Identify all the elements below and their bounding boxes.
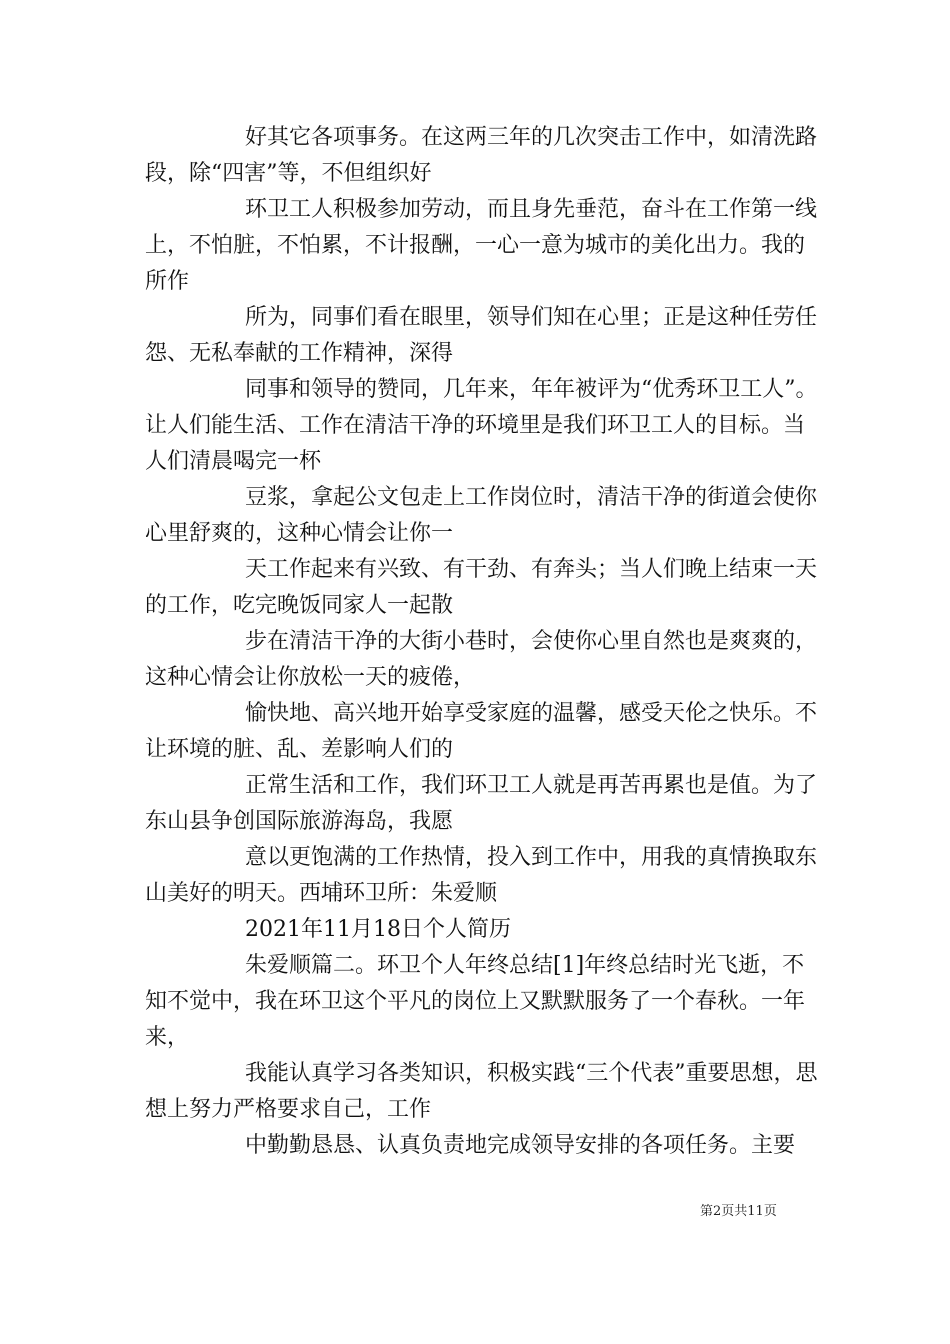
paragraph: 所为，同事们看在眼里，领导们知在心里；正是这种任劳任怨、无私奉献的工作精神，深得 <box>145 305 818 366</box>
body-text <box>145 120 825 1164</box>
paragraph: 豆浆，拿起公文包走上工作岗位时，清洁干净的街道会使你心里舒爽的，这种心情会让你一 <box>145 485 818 546</box>
paragraph: 中勤勤恳恳、认真负责地完成领导安排的各项任务。主要 <box>245 1133 796 1158</box>
paragraph: 愉快地、高兴地开始享受家庭的温馨，感受天伦之快乐。不让环境的脏、乱、差影响人们的 <box>145 701 818 762</box>
paragraph: 同事和领导的赞同，几年来，年年被评为“优秀环卫工人”。让人们能生活、工作在清洁干净的环境里是我们环卫工人的目标。当人们清晨喝完一杯 <box>145 377 818 474</box>
paragraph: 意以更饱满的工作热情，投入到工作中，用我的真情换取东山美好的明天。西埔环卫所：朱爱顺 <box>145 845 818 906</box>
paragraph: 环卫工人积极参加劳动，而且身先垂范，奋斗在工作第一线上，不怕脏，不怕累，不计报酬，一心一意为城市的美化出力。我的所作 <box>145 197 818 294</box>
paragraph: 好其它各项事务。在这两三年的几次突击工作中，如清洗路段，除“四害”等，不但组织好 <box>145 125 818 186</box>
date-line: 2021年11月18日个人简历 <box>245 917 511 942</box>
paragraph: 我能认真学习各类知识，积极实践“三个代表”重要思想，思想上努力严格要求自己，工作 <box>145 1061 818 1122</box>
paragraph: 朱爱顺篇二。环卫个人年终总结[1]年终总结时光飞逝，不知不觉中，我在环卫这个平凡的岗位上又默默服务了一个春秋。一年来， <box>145 953 806 1050</box>
paragraph: 步在清洁干净的大街小巷时，会使你心里自然也是爽爽的，这种心情会让你放松一天的疲倦， <box>145 629 818 690</box>
paragraph: 正常生活和工作，我们环卫工人就是再苦再累也是值。为了东山县争创国际旅游海岛，我愿 <box>145 773 818 834</box>
paragraph: 天工作起来有兴致、有干劲、有奔头；当人们晚上结束一天的工作，吃完晚饭同家人一起散 <box>145 557 818 618</box>
page-number-footer: 第2页共11页 <box>700 1204 777 1219</box>
